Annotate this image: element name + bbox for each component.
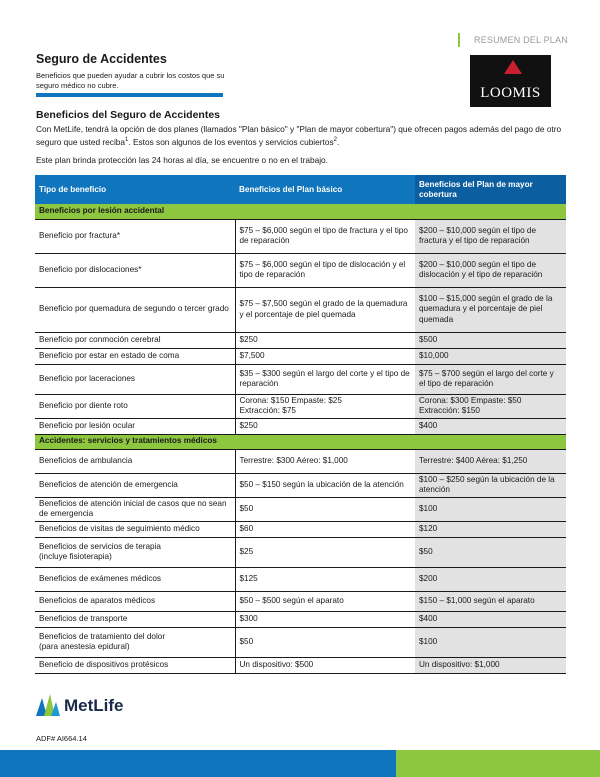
high-plan-cell: $400	[415, 611, 566, 627]
table-row	[35, 287, 566, 332]
basic-plan-cell: Un dispositivo: $500	[235, 657, 415, 673]
benefit-type-cell: Beneficio de dispositivos protésicos	[35, 657, 235, 673]
basic-plan-cell: $7,500	[235, 348, 415, 364]
benefit-type-cell: Beneficios de atención de emergencia	[35, 473, 235, 497]
page-title: Seguro de Accidentes	[36, 52, 167, 66]
table-row	[35, 611, 566, 627]
basic-plan-cell: $75 – $6,000 según el tipo de fractura y el tipo de reparación	[235, 219, 415, 253]
benefit-type-cell: Beneficio por fractura*	[35, 219, 235, 253]
header-accent-bar	[458, 33, 460, 47]
basic-plan-cell: $50	[235, 497, 415, 521]
header-benefit-type: Tipo de beneficio	[35, 175, 235, 204]
intro-paragraph: Con MetLife, tendrá la opción de dos planes (llamados "Plan básico" y "Plan de mayor cobertura") que ofrecen pagos además del pago de otro seguro que usted reciba$^1$. Estos son algunos de los eventos y servicios cubiertos$^2$.	[36, 124, 562, 147]
table-row	[35, 348, 566, 364]
metlife-logo-icon	[36, 694, 60, 716]
table-row	[35, 627, 566, 657]
high-plan-cell: $100 – $250 según la ubicación de la atención	[415, 473, 566, 497]
high-plan-cell: $400	[415, 418, 566, 434]
title-accent-line	[36, 93, 223, 97]
high-plan-cell: $100 – $15,000 según el grado de la quemadura y el porcentaje de piel quemada	[415, 287, 566, 332]
high-plan-cell: $10,000	[415, 348, 566, 364]
basic-plan-cell: $75 – $6,000 según el tipo de dislocación y el tipo de reparación	[235, 253, 415, 287]
basic-plan-cell: $50	[235, 627, 415, 657]
basic-plan-cell: $250	[235, 418, 415, 434]
form-code: ADF# AI664.14	[36, 734, 87, 743]
benefit-type-cell: Beneficio por diente roto	[35, 394, 235, 418]
high-plan-cell: $200 – $10,000 según el tipo de dislocación y el tipo de reparación	[415, 253, 566, 287]
table-row	[35, 219, 566, 253]
high-plan-cell: $120	[415, 521, 566, 537]
benefit-type-cell: Beneficios de transporte	[35, 611, 235, 627]
loomis-logo-text: LOOMIS	[480, 85, 541, 101]
section-heading: Beneficios por lesión accidental	[35, 204, 566, 219]
table-row	[35, 253, 566, 287]
table-row	[35, 364, 566, 394]
table-row	[35, 332, 566, 348]
header-basic-plan: Beneficios del Plan básico	[235, 175, 415, 204]
table-row	[35, 521, 566, 537]
high-plan-cell: $500	[415, 332, 566, 348]
basic-plan-cell: Terrestre: $300 Aéreo: $1,000	[235, 449, 415, 473]
benefit-type-cell: Beneficio por estar en estado de coma	[35, 348, 235, 364]
basic-plan-cell: $25	[235, 537, 415, 567]
table-section-row	[35, 434, 566, 449]
benefit-type-cell: Beneficio por quemadura de segundo o tercer grado	[35, 287, 235, 332]
benefit-type-cell: Beneficios de aparatos médicos	[35, 591, 235, 611]
table-row	[35, 657, 566, 673]
basic-plan-cell: $50 – $150 según la ubicación de la atención	[235, 473, 415, 497]
header-high-plan: Beneficios del Plan de mayor cobertura	[415, 175, 566, 204]
section-title: Beneficios del Seguro de Accidentes	[36, 109, 220, 121]
basic-plan-cell: $125	[235, 567, 415, 591]
benefit-type-cell: Beneficios de servicios de terapia (incluye fisioterapia)	[35, 537, 235, 567]
page-subtitle: Beneficios que pueden ayudar a cubrir los costos que su seguro médico no cubre.	[36, 71, 225, 90]
high-plan-cell: $200	[415, 567, 566, 591]
table-row	[35, 567, 566, 591]
metlife-logo-text: MetLife	[64, 696, 124, 715]
basic-plan-cell: Corona: $150 Empaste: $25 Extracción: $75	[235, 394, 415, 418]
benefit-type-cell: Beneficios de visitas de seguimiento médico	[35, 521, 235, 537]
benefit-type-cell: Beneficios de atención inicial de casos que no sean de emergencia	[35, 497, 235, 521]
basic-plan-cell: $50 – $500 según el aparato	[235, 591, 415, 611]
benefit-type-cell: Beneficios de tratamiento del dolor (para anestesia epidural)	[35, 627, 235, 657]
high-plan-cell: $75 – $700 según el largo del corte y el tipo de reparación	[415, 364, 566, 394]
table-row	[35, 473, 566, 497]
benefit-type-cell: Beneficio por dislocaciones*	[35, 253, 235, 287]
high-plan-cell: $200 – $10,000 según el tipo de fractura y el tipo de reparación	[415, 219, 566, 253]
basic-plan-cell: $250	[235, 332, 415, 348]
table-row	[35, 537, 566, 567]
basic-plan-cell: $60	[235, 521, 415, 537]
benefits-table	[35, 175, 566, 674]
table-row	[35, 394, 566, 418]
table-row	[35, 497, 566, 521]
high-plan-cell: Un dispositivo: $1,000	[415, 657, 566, 673]
high-plan-cell: $50	[415, 537, 566, 567]
high-plan-cell: Terrestre: $400 Aérea: $1,250	[415, 449, 566, 473]
benefit-type-cell: Beneficio por lesión ocular	[35, 418, 235, 434]
benefit-type-cell: Beneficios de ambulancia	[35, 449, 235, 473]
header-label: RESUMEN DEL PLAN	[474, 35, 568, 45]
loomis-logo-triangle-icon	[504, 60, 522, 74]
basic-plan-cell: $35 – $300 según el largo del corte y el tipo de reparación	[235, 364, 415, 394]
benefit-type-cell: Beneficio por laceraciones	[35, 364, 235, 394]
section-heading: Accidentes: servicios y tratamientos médicos	[35, 434, 566, 449]
table-row	[35, 418, 566, 434]
basic-plan-cell: $300	[235, 611, 415, 627]
table-row	[35, 449, 566, 473]
coverage-statement: Este plan brinda protección las 24 horas al día, se encuentre o no en el trabajo.	[36, 155, 328, 165]
benefit-type-cell: Beneficio por conmoción cerebral	[35, 332, 235, 348]
basic-plan-cell: $75 – $7,500 según el grado de la quemadura y el porcentaje de piel quemada	[235, 287, 415, 332]
high-plan-cell: $100	[415, 627, 566, 657]
table-row	[35, 591, 566, 611]
high-plan-cell: $100	[415, 497, 566, 521]
benefit-type-cell: Beneficios de exámenes médicos	[35, 567, 235, 591]
footer-blue-bar	[0, 750, 396, 777]
table-section-row	[35, 204, 566, 219]
footer-green-bar	[396, 750, 600, 777]
high-plan-cell: Corona: $300 Empaste: $50 Extracción: $150	[415, 394, 566, 418]
high-plan-cell: $150 – $1,000 según el aparato	[415, 591, 566, 611]
table-header-row	[35, 175, 566, 204]
